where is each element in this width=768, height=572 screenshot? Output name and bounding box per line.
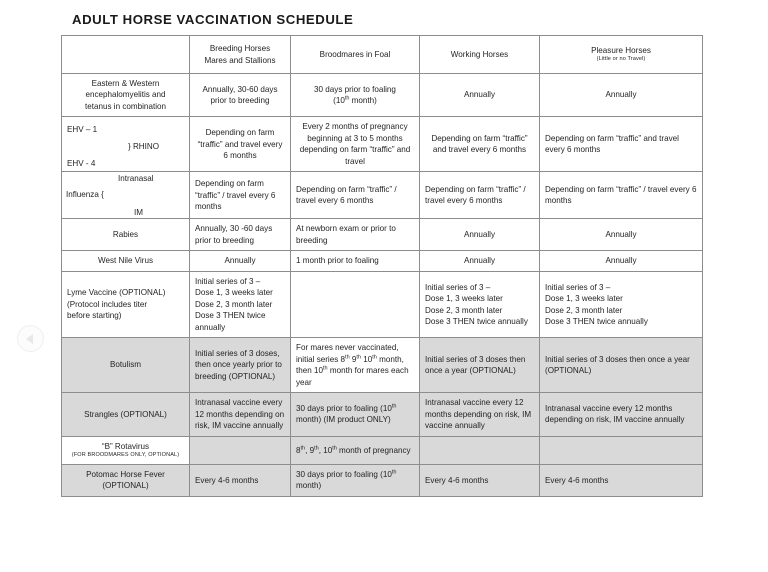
table-row — [62, 251, 703, 271]
row-label-lyme-vaccine — [62, 271, 190, 337]
row-label-b-rotavirus — [62, 436, 190, 464]
ordinal-suffix: th — [356, 354, 361, 361]
cell-line: Dose 2, 3 month later — [425, 305, 503, 315]
label-line: Eastern & Western — [91, 79, 160, 88]
cell-line: Dose 3 THEN twice annually — [545, 317, 648, 327]
cell-line: Initial series of 3 – — [195, 276, 261, 286]
cell-breeding: Annually — [190, 251, 291, 271]
row-label-west-nile-virus: West Nile Virus — [62, 251, 190, 271]
cell-line: 8 — [296, 445, 301, 455]
cell-working: Annually — [420, 251, 540, 271]
cell-pleasure — [540, 271, 703, 337]
row-label-influenza — [62, 172, 190, 219]
label-influenza-brace: Influenza { — [66, 190, 104, 200]
column-header-pleasure-horses — [540, 36, 703, 74]
cell-line: Dose 3 THEN twice — [195, 311, 266, 321]
ordinal-suffix: th — [332, 444, 337, 451]
cell-working: Every 4-6 months — [420, 464, 540, 496]
cell-line: Dose 1, 3 weeks later — [195, 288, 273, 298]
cell-line: month) (IM product ONLY) — [296, 415, 391, 425]
cell-line: month) — [349, 96, 377, 106]
row-label-eastern-western-encephalomyelitis — [62, 74, 190, 117]
cell-line: Dose 1, 3 weeks later — [425, 294, 503, 304]
cell-pleasure: Depending on farm “traffic” / travel every 6 months — [540, 172, 703, 219]
cell-line: Dose 2, 3 month later — [195, 299, 273, 309]
cell-working — [420, 271, 540, 337]
cell-breeding: Annually, 30 -60 days prior to breeding — [190, 219, 291, 251]
table-row — [62, 74, 703, 117]
cell-line: 10 — [361, 354, 373, 364]
label-line: encephalomyelitis and — [85, 90, 166, 100]
label-line: (OPTIONAL) — [102, 481, 149, 491]
cell-broodmares: 1 month prior to foaling — [291, 251, 420, 271]
label-im: IM — [134, 208, 143, 218]
table-header-row — [62, 36, 703, 74]
cell-working: Annually — [420, 219, 540, 251]
cell-pleasure: Depending on farm “traffic” and travel every 6 months — [540, 117, 703, 172]
cell-line: month, then 10 — [296, 354, 404, 376]
row-label-rabies: Rabies — [62, 219, 190, 251]
cell-line: month for mares each year — [296, 366, 409, 387]
cell-working: Initial series of 3 doses then once a year (OPTIONAL) — [420, 338, 540, 393]
cell-broodmares: Every 2 months of pregnancy beginning at 3 to 5 months depending on farm “traffic” and travel — [291, 117, 420, 172]
cell-line: Dose 1, 3 weeks later — [545, 294, 623, 304]
row-label-botulism: Botulism — [62, 338, 190, 393]
cell-broodmares — [291, 393, 420, 436]
cell-line: Dose 3 THEN twice annually — [425, 317, 528, 327]
cell-breeding: Initial series of 3 doses, then once yearly prior to breeding (OPTIONAL) — [190, 338, 291, 393]
carousel-prev-button[interactable] — [17, 325, 44, 352]
table-row — [62, 436, 703, 464]
cell-breeding — [190, 436, 291, 464]
ordinal-suffix: th — [323, 365, 328, 372]
cell-line: For mares never vaccinated, initial series 8 — [296, 343, 399, 364]
ordinal-suffix: th — [300, 444, 306, 451]
chevron-left-icon — [26, 334, 33, 344]
cell-pleasure: Intranasal vaccine every 12 months depending on risk, IM vaccine annually — [540, 393, 703, 436]
cell-pleasure: Initial series of 3 doses then once a year (OPTIONAL) — [540, 338, 703, 393]
ordinal-suffix: th — [391, 403, 397, 410]
cell-broodmares — [291, 74, 420, 117]
cell-line: month) — [296, 481, 322, 491]
table-row — [62, 219, 703, 251]
label-ehv-1: EHV – 1 — [67, 125, 98, 135]
column-header-working-horses — [420, 36, 540, 74]
cell-breeding: Depending on farm “traffic” and travel every 6 months — [190, 117, 291, 172]
ordinal-suffix: th — [314, 444, 319, 451]
cell-pleasure: Every 4-6 months — [540, 464, 703, 496]
label-line: “B” Rotavirus — [101, 441, 150, 451]
table-row — [62, 172, 703, 219]
cell-broodmares: At newborn exam or prior to breeding — [291, 219, 420, 251]
label-line: Lyme Vaccine (OPTIONAL) — [67, 288, 166, 298]
ordinal-suffix: th — [344, 95, 350, 102]
table-row — [62, 117, 703, 172]
cell-line: Initial series of 3 – — [425, 282, 491, 292]
cell-line: month of pregnancy — [336, 445, 411, 455]
label-subtitle: (FOR BROODMARES ONLY, OPTIONAL) — [71, 452, 180, 459]
ordinal-suffix: th — [391, 469, 397, 476]
vaccination-schedule-table — [61, 35, 703, 497]
label-ehv-4: EHV - 4 — [67, 159, 96, 169]
table-row — [62, 338, 703, 393]
cell-broodmares: Depending on farm “traffic” / travel every 6 months — [291, 172, 420, 219]
cell-breeding: Depending on farm “traffic” / travel every 6 months — [190, 172, 291, 219]
cell-broodmares — [291, 436, 420, 464]
label-rhino-brace: } RHINO — [128, 142, 160, 152]
cell-working: Depending on farm “traffic” / travel every 6 months — [420, 172, 540, 219]
table-row — [62, 464, 703, 496]
column-header-vaccine — [62, 36, 190, 74]
cell-broodmares — [291, 464, 420, 496]
cell-breeding — [190, 271, 291, 337]
ordinal-suffix: th — [345, 354, 350, 361]
table-row — [62, 271, 703, 337]
cell-pleasure: Annually — [540, 251, 703, 271]
label-line: before starting) — [67, 311, 122, 321]
page-title: ADULT HORSE VACCINATION SCHEDULE — [72, 12, 354, 27]
cell-line: 9 — [349, 354, 357, 364]
cell-line: 30 days prior to foaling (10 — [296, 403, 392, 413]
label-intranasal: Intranasal — [118, 174, 154, 184]
cell-line: (10 — [333, 96, 345, 106]
cell-broodmares — [291, 271, 420, 337]
column-header-breeding-horses — [190, 36, 291, 74]
column-header-line1: Broodmares in Foal — [319, 49, 391, 59]
column-header-line2: Mares and Stallions — [204, 55, 276, 65]
cell-pleasure — [540, 436, 703, 464]
label-line: Potomac Horse Fever — [86, 469, 165, 479]
cell-line: 30 days prior to foaling — [314, 84, 396, 94]
cell-line: annually — [195, 322, 226, 332]
cell-line: Dose 2, 3 month later — [545, 305, 623, 315]
cell-working: Depending on farm “traffic” and travel every 6 months — [420, 117, 540, 172]
label-line: (Protocol includes titer — [67, 299, 148, 309]
column-header-subtitle: (Little or no Travel) — [596, 56, 646, 63]
cell-breeding: Intranasal vaccine every 12 months depending on risk, IM vaccine annually — [190, 393, 291, 436]
table-row — [62, 393, 703, 436]
cell-pleasure: Annually — [540, 74, 703, 117]
cell-working: Intranasal vaccine every 12 months depending on risk, IM vaccine annually — [420, 393, 540, 436]
cell-pleasure: Annually — [540, 219, 703, 251]
cell-breeding: Every 4-6 months — [190, 464, 291, 496]
cell-breeding: Annually, 30-60 days prior to breeding — [190, 74, 291, 117]
cell-working: Annually — [420, 74, 540, 117]
cell-line: , 10 — [318, 445, 333, 455]
row-label-strangles: Strangles (OPTIONAL) — [62, 393, 190, 436]
column-header-broodmares-in-foal — [291, 36, 420, 74]
cell-working — [420, 436, 540, 464]
cell-line: Initial series of 3 – — [545, 282, 611, 292]
row-label-ehv-rhino — [62, 117, 190, 172]
label-line: tetanus in combination — [85, 101, 166, 111]
cell-line: 30 days prior to foaling (10 — [296, 469, 392, 479]
ordinal-suffix: th — [372, 354, 377, 361]
column-header-line1: Working Horses — [450, 49, 509, 59]
column-header-line1: Pleasure Horses — [591, 45, 651, 55]
cell-broodmares — [291, 338, 420, 393]
cell-line: , 9 — [305, 445, 315, 455]
row-label-potomac-horse-fever — [62, 464, 190, 496]
column-header-line1: Breeding Horses — [209, 44, 271, 54]
